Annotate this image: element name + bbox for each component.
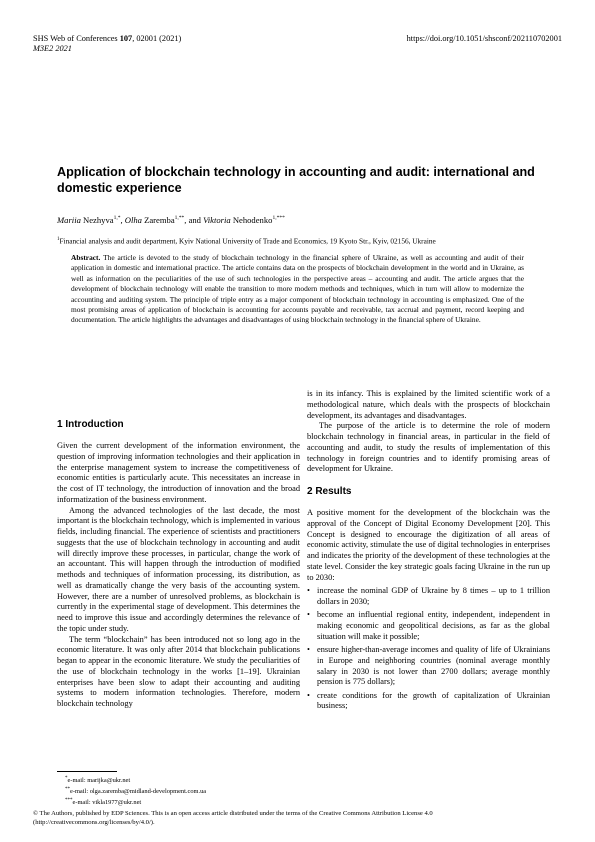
footnote-mark: ** xyxy=(65,787,70,793)
section-heading-introduction: 1 Introduction xyxy=(57,419,124,430)
goals-list xyxy=(307,586,550,712)
paper-title: Application of blockchain technology in accounting and audit: international and domestic experience xyxy=(57,165,535,195)
affiliation xyxy=(57,235,547,246)
license-line: © The Authors, published by EDP Sciences. This is an open access article distributed under the terms of the Creative Commons Attribution License 4.0 xyxy=(33,810,433,817)
affiliation-mark: 1 xyxy=(57,237,60,242)
journal-citation xyxy=(33,34,181,44)
list-item xyxy=(307,586,550,608)
author-mark: 1,** xyxy=(174,215,185,221)
abstract-text: The article is devoted to the study of blockchain technology in the financial sphere of Ukraine, as well as accounting and audit of their application in domestic and international practice. The article contains data on the prospects of blockchain development in the world and in Ukraine, as well as information on the peculiarities of the use of such technologies in the perspective areas – accounting and audit. The article argues that the development of blockchain technology will enable the transition to more modern methods and techniques, which in turn will allow to modernize the accounting and auditing system. The principle of triple entry as a major component of blockchain technology in accounting is emphasized. One of the most promising areas of application of blockchain is accounting for accounts payable and receivable, tax accrual and payment, record keeping and documentation. The article highlights the advantages and disadvantages of using blockchain technology in the financial sphere of Ukraine. xyxy=(71,253,525,325)
paragraph: The term “blockchain” has been introduced not so long ago in the economic literature. It was only after 2014 that blockchain publications began to appear in the economic literature. We study the peculiarities of the use of blockchain technology in the works [1–19]. Ukrainian enterprises have been slow to adapt their accounting and auditing systems to modern information technologies. Therefore, modern blockchain technology xyxy=(57,634,300,708)
list-item xyxy=(307,691,550,713)
conference-name: M3E2 2021 xyxy=(33,44,72,53)
author-first-name: Viktoria xyxy=(203,214,231,225)
paragraph: Among the advanced technologies of the last decade, the most important is the blockchain technology, which is implemented in various fields, including financial. The experience of scientists and practitioners suggests that the use of blockchain technology in accounting and audit will directly improve these processes, in particular, change the work of an accountant. This will happen through the introduction of modified methods and techniques of information processing, its distribution, as well as dramatically change the very basis of the accounting system. However, there are a number of unresolved problems, as blockchain is currently in the experimental stage of development. This determines the need to improve this issue and accordingly determines the relevance of the topic under study. xyxy=(57,505,300,633)
author-last-name: Nezhyva xyxy=(83,214,114,225)
list-item-text: ensure higher-than-average incomes and quality of life of Ukrainians in Europe and neighboring countries (nominal average monthly salary in 2030 is not lower than 2700 dollars; average monthly pension is 775 dollars); xyxy=(317,645,550,687)
affiliation-text: Financial analysis and audit department, Kyiv National University of Trade and Economics, 19 Kyoto Str., Kyiv, 02156, Ukraine xyxy=(59,236,436,246)
author-separator: , and xyxy=(184,214,204,225)
abstract xyxy=(71,253,524,326)
author-separator: , xyxy=(120,214,125,225)
paragraph: Given the current development of the information environment, the question of improving information technologies and their application in the enterprise management system to increase the competitiveness of economic entities is particularly acute. This necessitates an increase in the cost of IT technology, the introduction of innovation and the broad informatization of the business environment. xyxy=(57,441,300,504)
footnote-rule xyxy=(57,771,117,772)
footnote-email[interactable]: e-mail: marijka@ukr.net xyxy=(67,777,131,785)
footnote xyxy=(65,774,206,785)
author-first-name: Mariia xyxy=(57,214,81,225)
footnote-email[interactable]: e-mail: olga.zaremba@midland-development.com.ua xyxy=(70,788,207,796)
license-url[interactable]: (http://creativecommons.org/licenses/by/4.0/). xyxy=(33,819,155,826)
list-item xyxy=(307,610,550,642)
bullet-icon: • xyxy=(307,586,310,596)
list-item-text: become an influential regional entity, independent, independent in making economic and geopolitical decisions, as far as the global situation will make it possible; xyxy=(317,610,550,641)
footnote-email[interactable]: e-mail: vikla1977@ukr.net xyxy=(72,799,142,807)
section-heading-results: 2 Results xyxy=(307,486,352,497)
license-footer xyxy=(33,809,563,827)
journal-name: SHS Web of Conferences xyxy=(33,34,118,43)
footnotes xyxy=(65,774,206,807)
paragraph: A positive moment for the development of the blockchain was the approval of the Concept of Digital Economy Development [20]. This Concept is designed to encourage the digitization of all areas of economic activity, stimulate the use of digital technologies in enterprises and indicates the priority of the development of these technologies at the state level. Consider the key strategic goals facing Ukraine in the run up to 2030: xyxy=(307,508,550,582)
list-item xyxy=(307,645,550,688)
author-mark: 1,*** xyxy=(272,215,285,221)
author-list xyxy=(57,213,547,226)
bullet-icon: • xyxy=(307,610,310,620)
list-item-text: increase the nominal GDP of Ukraine by 8 times – up to 1 trillion dollars in 2030; xyxy=(317,586,550,606)
list-item-text: create conditions for the growth of capitalization of Ukrainian business; xyxy=(317,690,550,711)
author-last-name: Zaremba xyxy=(144,214,175,225)
journal-volume: 107 xyxy=(119,34,133,43)
footnote-mark: *** xyxy=(65,798,73,804)
footnote xyxy=(65,796,206,807)
author-mark: 1,* xyxy=(113,215,121,221)
footnote-mark: * xyxy=(65,776,68,781)
bullet-icon: • xyxy=(307,690,310,700)
footnote xyxy=(65,785,206,796)
author-first-name: Olha xyxy=(124,214,142,225)
author-last-name: Nehodenko xyxy=(232,214,273,225)
doi-link[interactable]: https://doi.org/10.1051/shsconf/202110702001 xyxy=(406,34,562,43)
abstract-label: Abstract. xyxy=(71,253,101,262)
bullet-icon: • xyxy=(307,645,310,654)
paragraph: The purpose of the article is to determine the role of modern blockchain technology in financial areas, in particular in the field of accounting and audit, to study the results of implementation of this technology in foreign countries and to identify promising areas of development for Ukraine. xyxy=(307,421,550,474)
article-id: , 02001 (2021) xyxy=(132,34,182,43)
running-header xyxy=(33,34,181,54)
right-column xyxy=(307,389,550,715)
left-column xyxy=(57,441,300,710)
paragraph-continued: is in its infancy. This is explained by the limited scientific work of a methodological nature, which deals with the prospects of blockchain development, its advantages and disadvantages. xyxy=(307,389,550,420)
